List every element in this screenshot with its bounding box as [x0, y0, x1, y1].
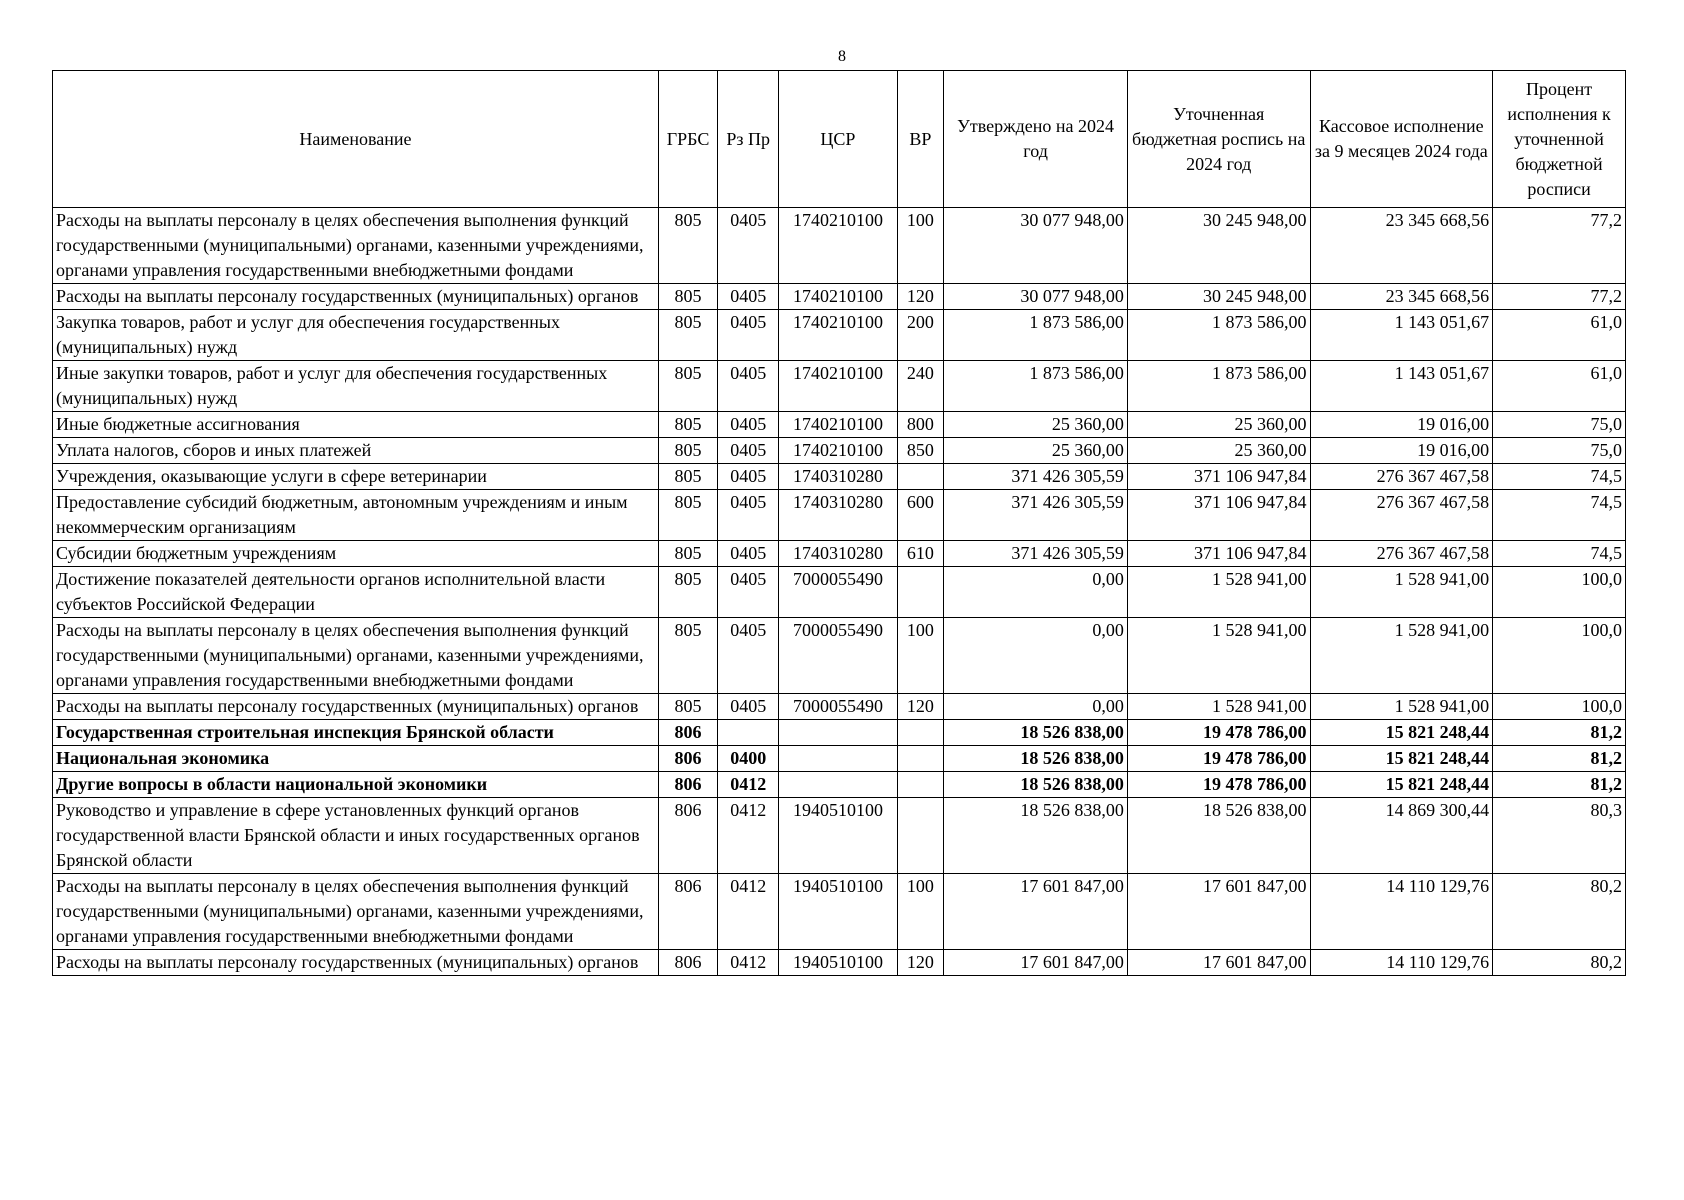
- cell-cash: 1 528 941,00: [1310, 694, 1493, 720]
- cell-grbs: 806: [658, 746, 717, 772]
- cell-grbs: 805: [658, 284, 717, 310]
- cell-approved: 30 077 948,00: [944, 284, 1128, 310]
- col-header-csr: ЦСР: [779, 71, 897, 208]
- cell-name: Учреждения, оказывающие услуги в сфере ветеринарии: [53, 464, 659, 490]
- cell-rzpr: 0412: [718, 874, 779, 950]
- cell-cash: 19 016,00: [1310, 412, 1493, 438]
- cell-percent: 81,2: [1493, 772, 1626, 798]
- cell-vr: [897, 746, 944, 772]
- cell-rzpr: 0405: [718, 694, 779, 720]
- cell-name: Расходы на выплаты персоналу государственных (муниципальных) органов: [53, 694, 659, 720]
- cell-approved: 371 426 305,59: [944, 464, 1128, 490]
- table-row: [53, 412, 1626, 438]
- cell-cash: 1 528 941,00: [1310, 618, 1493, 694]
- cell-vr: 800: [897, 412, 944, 438]
- cell-cash: 14 869 300,44: [1310, 798, 1493, 874]
- cell-vr: 600: [897, 490, 944, 541]
- cell-cash: 15 821 248,44: [1310, 746, 1493, 772]
- cell-refined: 1 873 586,00: [1127, 361, 1310, 412]
- cell-approved: 18 526 838,00: [944, 772, 1128, 798]
- cell-vr: [897, 464, 944, 490]
- cell-vr: 100: [897, 618, 944, 694]
- cell-approved: 18 526 838,00: [944, 798, 1128, 874]
- col-header-cash: Кассовое исполнение за 9 месяцев 2024 года: [1310, 71, 1493, 208]
- cell-rzpr: 0405: [718, 490, 779, 541]
- table-header-row: [53, 71, 1626, 208]
- cell-vr: 240: [897, 361, 944, 412]
- cell-refined: 1 528 941,00: [1127, 694, 1310, 720]
- cell-grbs: 806: [658, 874, 717, 950]
- col-header-grbs: ГРБС: [658, 71, 717, 208]
- cell-cash: 15 821 248,44: [1310, 772, 1493, 798]
- cell-percent: 61,0: [1493, 361, 1626, 412]
- cell-vr: 850: [897, 438, 944, 464]
- cell-rzpr: 0405: [718, 567, 779, 618]
- cell-name: Национальная экономика: [53, 746, 659, 772]
- cell-refined: 19 478 786,00: [1127, 772, 1310, 798]
- cell-vr: 120: [897, 284, 944, 310]
- cell-refined: 1 873 586,00: [1127, 310, 1310, 361]
- cell-vr: [897, 567, 944, 618]
- cell-approved: 0,00: [944, 694, 1128, 720]
- cell-percent: 74,5: [1493, 490, 1626, 541]
- page-number: 8: [838, 48, 846, 65]
- table-row: [53, 746, 1626, 772]
- cell-csr: 1740310280: [779, 464, 897, 490]
- table-row: [53, 284, 1626, 310]
- table-row: [53, 950, 1626, 976]
- cell-csr: [779, 746, 897, 772]
- cell-approved: 371 426 305,59: [944, 541, 1128, 567]
- cell-percent: 75,0: [1493, 438, 1626, 464]
- cell-rzpr: 0405: [718, 541, 779, 567]
- cell-cash: 1 143 051,67: [1310, 361, 1493, 412]
- cell-rzpr: 0405: [718, 438, 779, 464]
- col-header-percent: Процент исполнения к уточненной бюджетной росписи: [1493, 71, 1626, 208]
- cell-grbs: 805: [658, 541, 717, 567]
- cell-refined: 19 478 786,00: [1127, 746, 1310, 772]
- table-row: [53, 874, 1626, 950]
- cell-refined: 371 106 947,84: [1127, 464, 1310, 490]
- cell-rzpr: 0405: [718, 618, 779, 694]
- col-header-name: Наименование: [53, 71, 659, 208]
- table-row: [53, 361, 1626, 412]
- cell-csr: 1740310280: [779, 541, 897, 567]
- cell-approved: 30 077 948,00: [944, 208, 1128, 284]
- cell-refined: 371 106 947,84: [1127, 541, 1310, 567]
- cell-cash: 15 821 248,44: [1310, 720, 1493, 746]
- cell-percent: 74,5: [1493, 541, 1626, 567]
- cell-csr: 1740210100: [779, 208, 897, 284]
- cell-refined: 25 360,00: [1127, 438, 1310, 464]
- cell-grbs: 806: [658, 950, 717, 976]
- cell-approved: 17 601 847,00: [944, 950, 1128, 976]
- cell-refined: 30 245 948,00: [1127, 284, 1310, 310]
- cell-rzpr: 0405: [718, 310, 779, 361]
- cell-rzpr: 0405: [718, 284, 779, 310]
- cell-rzpr: 0405: [718, 464, 779, 490]
- cell-vr: 120: [897, 694, 944, 720]
- cell-csr: 1940510100: [779, 874, 897, 950]
- cell-approved: 18 526 838,00: [944, 746, 1128, 772]
- cell-percent: 81,2: [1493, 720, 1626, 746]
- cell-name: Иные закупки товаров, работ и услуг для обеспечения государственных (муниципальных) нужд: [53, 361, 659, 412]
- cell-csr: 1740210100: [779, 361, 897, 412]
- cell-refined: 18 526 838,00: [1127, 798, 1310, 874]
- cell-cash: 19 016,00: [1310, 438, 1493, 464]
- cell-percent: 81,2: [1493, 746, 1626, 772]
- table-row: [53, 541, 1626, 567]
- table-row: [53, 618, 1626, 694]
- cell-rzpr: 0405: [718, 412, 779, 438]
- cell-percent: 100,0: [1493, 567, 1626, 618]
- cell-rzpr: 0412: [718, 798, 779, 874]
- table-body: [53, 208, 1626, 976]
- cell-grbs: 805: [658, 438, 717, 464]
- cell-csr: 1940510100: [779, 950, 897, 976]
- cell-refined: 371 106 947,84: [1127, 490, 1310, 541]
- cell-refined: 1 528 941,00: [1127, 618, 1310, 694]
- cell-csr: 1740210100: [779, 412, 897, 438]
- cell-csr: 1740210100: [779, 284, 897, 310]
- cell-grbs: 805: [658, 412, 717, 438]
- cell-name: Расходы на выплаты персоналу в целях обеспечения выполнения функций государственными (муниципальными) органами, казенными учреждениями, органами управления государственными внебюджетными фондами: [53, 208, 659, 284]
- cell-percent: 77,2: [1493, 208, 1626, 284]
- cell-cash: 14 110 129,76: [1310, 950, 1493, 976]
- cell-approved: 25 360,00: [944, 438, 1128, 464]
- cell-percent: 80,3: [1493, 798, 1626, 874]
- cell-name: Достижение показателей деятельности органов исполнительной власти субъектов Российской Федерации: [53, 567, 659, 618]
- cell-grbs: 805: [658, 694, 717, 720]
- cell-approved: 25 360,00: [944, 412, 1128, 438]
- cell-csr: [779, 772, 897, 798]
- cell-approved: 18 526 838,00: [944, 720, 1128, 746]
- cell-grbs: 806: [658, 772, 717, 798]
- cell-grbs: 805: [658, 464, 717, 490]
- cell-vr: [897, 798, 944, 874]
- cell-name: Закупка товаров, работ и услуг для обеспечения государственных (муниципальных) нужд: [53, 310, 659, 361]
- cell-name: Государственная строительная инспекция Брянской области: [53, 720, 659, 746]
- col-header-vr: ВР: [897, 71, 944, 208]
- cell-csr: 1740210100: [779, 310, 897, 361]
- cell-csr: 7000055490: [779, 567, 897, 618]
- cell-rzpr: 0400: [718, 746, 779, 772]
- cell-csr: 1940510100: [779, 798, 897, 874]
- cell-name: Предоставление субсидий бюджетным, автономным учреждениям и иным некоммерческим организациям: [53, 490, 659, 541]
- cell-cash: 14 110 129,76: [1310, 874, 1493, 950]
- cell-grbs: 806: [658, 720, 717, 746]
- cell-refined: 17 601 847,00: [1127, 874, 1310, 950]
- cell-vr: 200: [897, 310, 944, 361]
- cell-percent: 61,0: [1493, 310, 1626, 361]
- cell-csr: 1740210100: [779, 438, 897, 464]
- cell-grbs: 805: [658, 208, 717, 284]
- budget-table: [52, 70, 1626, 976]
- cell-rzpr: 0405: [718, 208, 779, 284]
- table-row: [53, 464, 1626, 490]
- cell-rzpr: 0412: [718, 950, 779, 976]
- cell-cash: 276 367 467,58: [1310, 541, 1493, 567]
- cell-vr: 100: [897, 208, 944, 284]
- cell-cash: 23 345 668,56: [1310, 208, 1493, 284]
- cell-percent: 80,2: [1493, 950, 1626, 976]
- cell-name: Расходы на выплаты персоналу государственных (муниципальных) органов: [53, 950, 659, 976]
- cell-name: Субсидии бюджетным учреждениям: [53, 541, 659, 567]
- cell-approved: 0,00: [944, 567, 1128, 618]
- col-header-approved: Утверждено на 2024 год: [944, 71, 1128, 208]
- cell-cash: 1 528 941,00: [1310, 567, 1493, 618]
- cell-percent: 74,5: [1493, 464, 1626, 490]
- col-header-rzpr: Рз Пр: [718, 71, 779, 208]
- cell-csr: 1740310280: [779, 490, 897, 541]
- cell-grbs: 806: [658, 798, 717, 874]
- cell-name: Иные бюджетные ассигнования: [53, 412, 659, 438]
- table-row: [53, 310, 1626, 361]
- cell-csr: [779, 720, 897, 746]
- cell-name: Другие вопросы в области национальной экономики: [53, 772, 659, 798]
- cell-refined: 19 478 786,00: [1127, 720, 1310, 746]
- cell-refined: 25 360,00: [1127, 412, 1310, 438]
- cell-csr: 7000055490: [779, 694, 897, 720]
- cell-approved: 371 426 305,59: [944, 490, 1128, 541]
- table-row: [53, 772, 1626, 798]
- cell-csr: 7000055490: [779, 618, 897, 694]
- cell-name: Расходы на выплаты персоналу в целях обеспечения выполнения функций государственными (муниципальными) органами, казенными учреждениями, органами управления государственными внебюджетными фондами: [53, 874, 659, 950]
- cell-rzpr: 0412: [718, 772, 779, 798]
- cell-refined: 30 245 948,00: [1127, 208, 1310, 284]
- cell-cash: 276 367 467,58: [1310, 464, 1493, 490]
- cell-vr: 120: [897, 950, 944, 976]
- cell-cash: 276 367 467,58: [1310, 490, 1493, 541]
- cell-percent: 100,0: [1493, 694, 1626, 720]
- cell-grbs: 805: [658, 310, 717, 361]
- cell-name: Руководство и управление в сфере установленных функций органов государственной власти Брянской области и иных государственных органов Брянской области: [53, 798, 659, 874]
- cell-name: Уплата налогов, сборов и иных платежей: [53, 438, 659, 464]
- cell-percent: 80,2: [1493, 874, 1626, 950]
- cell-vr: [897, 772, 944, 798]
- table-row: [53, 438, 1626, 464]
- cell-grbs: 805: [658, 490, 717, 541]
- cell-refined: 1 528 941,00: [1127, 567, 1310, 618]
- cell-rzpr: 0405: [718, 361, 779, 412]
- cell-approved: 0,00: [944, 618, 1128, 694]
- table-row: [53, 720, 1626, 746]
- cell-refined: 17 601 847,00: [1127, 950, 1310, 976]
- table-row: [53, 567, 1626, 618]
- cell-percent: 77,2: [1493, 284, 1626, 310]
- cell-rzpr: [718, 720, 779, 746]
- cell-grbs: 805: [658, 361, 717, 412]
- cell-grbs: 805: [658, 567, 717, 618]
- table-row: [53, 208, 1626, 284]
- cell-approved: 1 873 586,00: [944, 310, 1128, 361]
- cell-vr: [897, 720, 944, 746]
- cell-cash: 1 143 051,67: [1310, 310, 1493, 361]
- cell-vr: 610: [897, 541, 944, 567]
- cell-percent: 100,0: [1493, 618, 1626, 694]
- table-row: [53, 798, 1626, 874]
- cell-name: Расходы на выплаты персоналу в целях обеспечения выполнения функций государственными (муниципальными) органами, казенными учреждениями, органами управления государственными внебюджетными фондами: [53, 618, 659, 694]
- cell-approved: 17 601 847,00: [944, 874, 1128, 950]
- cell-vr: 100: [897, 874, 944, 950]
- table-row: [53, 490, 1626, 541]
- cell-percent: 75,0: [1493, 412, 1626, 438]
- cell-grbs: 805: [658, 618, 717, 694]
- cell-name: Расходы на выплаты персоналу государственных (муниципальных) органов: [53, 284, 659, 310]
- cell-cash: 23 345 668,56: [1310, 284, 1493, 310]
- col-header-refined: Уточненная бюджетная роспись на 2024 год: [1127, 71, 1310, 208]
- cell-approved: 1 873 586,00: [944, 361, 1128, 412]
- table-row: [53, 694, 1626, 720]
